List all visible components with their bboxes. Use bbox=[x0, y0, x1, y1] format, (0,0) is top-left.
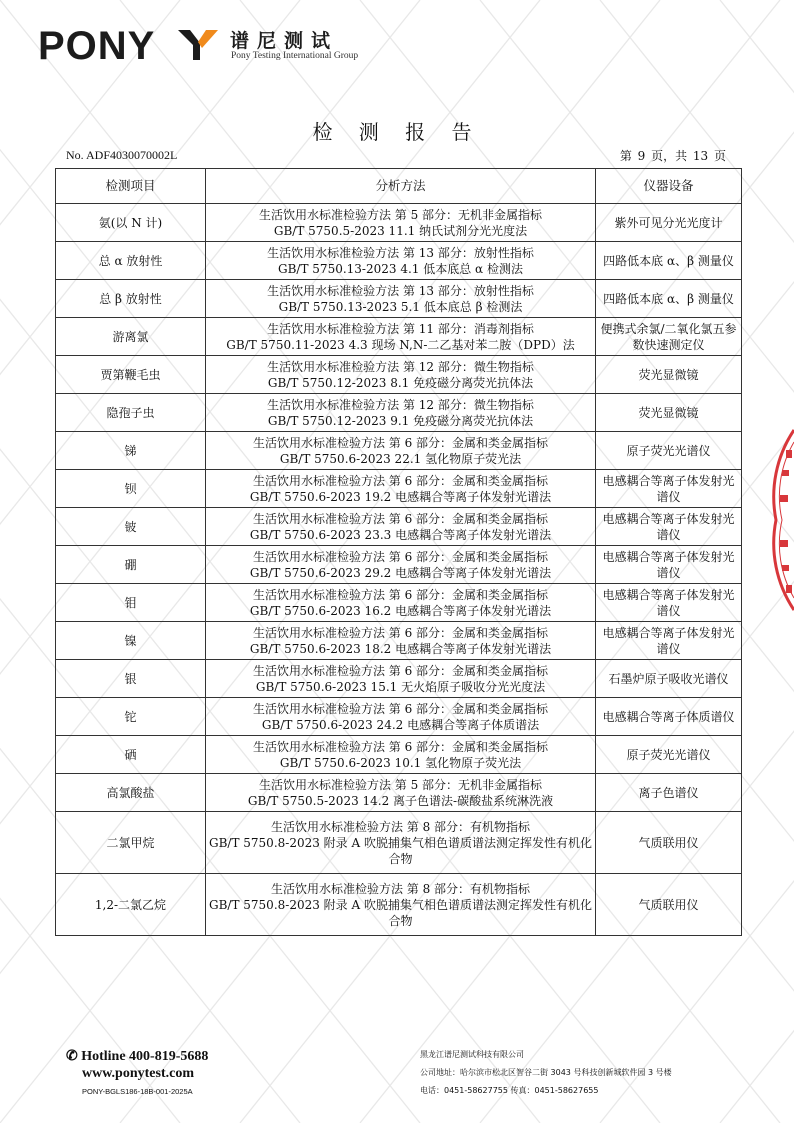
header-test-item: 检测项目 bbox=[56, 169, 206, 204]
method-line: 生活饮用水标准检验方法 第 6 部分：金属和类金属指标 bbox=[252, 663, 549, 678]
cell-equipment: 石墨炉原子吸收光谱仪 bbox=[596, 660, 742, 698]
table-row bbox=[56, 356, 742, 394]
cell-method bbox=[206, 812, 596, 874]
cell-equipment: 原子荧光光谱仪 bbox=[596, 432, 742, 470]
cell-test-item: 1,2-二氯乙烷 bbox=[56, 874, 206, 936]
cell-test-item: 钼 bbox=[56, 584, 206, 622]
cell-method bbox=[206, 470, 596, 508]
method-line: 生活饮用水标准检验方法 第 6 部分：金属和类金属指标 bbox=[252, 435, 549, 450]
table-row bbox=[56, 470, 742, 508]
table-row bbox=[56, 318, 742, 356]
method-line: 生活饮用水标准检验方法 第 8 部分：有机物指标 bbox=[270, 819, 531, 834]
method-line: GB/T 5750.6-2023 15.1 无火焰原子吸收分光光度法 bbox=[255, 679, 546, 694]
cell-equipment: 电感耦合等离子体发射光谱仪 bbox=[596, 622, 742, 660]
method-line: GB/T 5750.6-2023 24.2 电感耦合等离子体质谱法 bbox=[261, 717, 540, 732]
cell-test-item: 硒 bbox=[56, 736, 206, 774]
form-code: PONY-BGLS186-18B-001-2025A bbox=[82, 1087, 193, 1096]
cell-test-item: 总 β 放射性 bbox=[56, 280, 206, 318]
cell-method bbox=[206, 660, 596, 698]
method-line: 生活饮用水标准检验方法 第 6 部分：金属和类金属指标 bbox=[252, 549, 549, 564]
cell-equipment: 电感耦合等离子体质谱仪 bbox=[596, 698, 742, 736]
method-line: 生活饮用水标准检验方法 第 6 部分：金属和类金属指标 bbox=[252, 625, 549, 640]
table-row bbox=[56, 660, 742, 698]
cell-equipment: 气质联用仪 bbox=[596, 874, 742, 936]
cell-equipment: 离子色谱仪 bbox=[596, 774, 742, 812]
table-row bbox=[56, 622, 742, 660]
company-phones: 电话：0451-58627755 传真：0451-58627655 bbox=[420, 1086, 599, 1095]
method-line: 生活饮用水标准检验方法 第 13 部分：放射性指标 bbox=[267, 245, 534, 260]
method-line: GB/T 5750.5-2023 11.1 纳氏试剂分光光度法 bbox=[273, 223, 528, 238]
method-line: GB/T 5750.6-2023 16.2 电感耦合等离子体发射光谱法 bbox=[249, 603, 552, 618]
cell-method bbox=[206, 432, 596, 470]
method-line: GB/T 5750.6-2023 18.2 电感耦合等离子体发射光谱法 bbox=[249, 641, 552, 656]
method-line: 生活饮用水标准检验方法 第 12 部分：微生物指标 bbox=[267, 359, 534, 374]
cell-method bbox=[206, 204, 596, 242]
method-line: GB/T 5750.6-2023 19.2 电感耦合等离子体发射光谱法 bbox=[249, 489, 552, 504]
cell-test-item: 二氯甲烷 bbox=[56, 812, 206, 874]
cell-test-item: 铊 bbox=[56, 698, 206, 736]
method-line: GB/T 5750.11-2023 4.3 现场 N,N-二乙基对苯二胺（DPD）法 bbox=[226, 337, 575, 352]
cell-equipment: 荧光显微镜 bbox=[596, 394, 742, 432]
method-line: 生活饮用水标准检验方法 第 5 部分：无机非金属指标 bbox=[258, 777, 543, 792]
cell-method bbox=[206, 736, 596, 774]
method-line: GB/T 5750.12-2023 8.1 免疫磁分离荧光抗体法 bbox=[267, 375, 534, 390]
table-row bbox=[56, 280, 742, 318]
table-row bbox=[56, 698, 742, 736]
cell-test-item: 镍 bbox=[56, 622, 206, 660]
method-line: 生活饮用水标准检验方法 第 12 部分：微生物指标 bbox=[267, 397, 534, 412]
table-header-row bbox=[56, 169, 742, 204]
report-title: 检 测 报 告 bbox=[312, 120, 482, 144]
footer bbox=[0, 1040, 794, 1120]
red-seal-stamp bbox=[766, 420, 794, 620]
logo-y-mark-icon bbox=[178, 30, 218, 60]
cell-equipment: 紫外可见分光光度计 bbox=[596, 204, 742, 242]
cell-method bbox=[206, 622, 596, 660]
cell-method bbox=[206, 584, 596, 622]
page-indicator: 第 9 页，共 13 页 bbox=[619, 149, 726, 163]
cell-equipment: 气质联用仪 bbox=[596, 812, 742, 874]
cell-test-item: 高氯酸盐 bbox=[56, 774, 206, 812]
cell-equipment: 原子荧光光谱仪 bbox=[596, 736, 742, 774]
method-line: 生活饮用水标准检验方法 第 6 部分：金属和类金属指标 bbox=[252, 511, 549, 526]
table-row bbox=[56, 394, 742, 432]
cell-method bbox=[206, 394, 596, 432]
logo-english-name: Pony Testing International Group bbox=[231, 51, 359, 61]
method-line: GB/T 5750.12-2023 9.1 免疫磁分离荧光抗体法 bbox=[267, 413, 534, 428]
cell-test-item: 游离氯 bbox=[56, 318, 206, 356]
cell-method bbox=[206, 698, 596, 736]
cell-test-item: 贾第鞭毛虫 bbox=[56, 356, 206, 394]
cell-method bbox=[206, 280, 596, 318]
method-line: GB/T 5750.6-2023 22.1 氢化物原子荧光法 bbox=[279, 451, 522, 466]
table-row bbox=[56, 584, 742, 622]
cell-test-item: 锑 bbox=[56, 432, 206, 470]
cell-test-item: 总 α 放射性 bbox=[56, 242, 206, 280]
report-number: No. ADF4030070002L bbox=[66, 148, 178, 162]
method-line: GB/T 5750.8-2023 附录 A 吹脱捕集气相色谱质谱法测定挥发性有机化合物 bbox=[209, 835, 592, 866]
table-row bbox=[56, 508, 742, 546]
table-row bbox=[56, 874, 742, 936]
method-line: GB/T 5750.6-2023 10.1 氢化物原子荧光法 bbox=[279, 755, 522, 770]
cell-equipment: 四路低本底 α、β 测量仪 bbox=[596, 280, 742, 318]
method-line: 生活饮用水标准检验方法 第 6 部分：金属和类金属指标 bbox=[252, 739, 549, 754]
company-name: 黑龙江谱尼测试科技有限公司 bbox=[420, 1050, 524, 1059]
methods-table bbox=[55, 168, 742, 936]
logo-chinese-name: 谱尼测试 bbox=[230, 30, 339, 52]
hotline-text: ✆ Hotline 400-819-5688 bbox=[66, 1049, 209, 1064]
website-link[interactable]: www.ponytest.com bbox=[82, 1066, 194, 1081]
method-line: 生活饮用水标准检验方法 第 5 部分：无机非金属指标 bbox=[258, 207, 543, 222]
table-row bbox=[56, 242, 742, 280]
table-row bbox=[56, 736, 742, 774]
cell-method bbox=[206, 356, 596, 394]
cell-method bbox=[206, 242, 596, 280]
cell-equipment: 便携式余氯/二氧化氯五参数快速测定仪 bbox=[596, 318, 742, 356]
table-row bbox=[56, 432, 742, 470]
method-line: 生活饮用水标准检验方法 第 6 部分：金属和类金属指标 bbox=[252, 473, 549, 488]
cell-test-item: 钡 bbox=[56, 470, 206, 508]
method-line: GB/T 5750.13-2023 4.1 低本底总 α 检测法 bbox=[278, 261, 523, 276]
table-row bbox=[56, 204, 742, 242]
cell-test-item: 硼 bbox=[56, 546, 206, 584]
method-line: 生活饮用水标准检验方法 第 6 部分：金属和类金属指标 bbox=[252, 701, 549, 716]
cell-method bbox=[206, 774, 596, 812]
table-row bbox=[56, 812, 742, 874]
cell-method bbox=[206, 508, 596, 546]
cell-equipment: 荧光显微镜 bbox=[596, 356, 742, 394]
method-line: GB/T 5750.5-2023 14.2 离子色谱法-碳酸盐系统淋洗液 bbox=[247, 793, 554, 808]
cell-equipment: 电感耦合等离子体发射光谱仪 bbox=[596, 508, 742, 546]
method-line: 生活饮用水标准检验方法 第 6 部分：金属和类金属指标 bbox=[252, 587, 549, 602]
cell-test-item: 银 bbox=[56, 660, 206, 698]
cell-equipment: 电感耦合等离子体发射光谱仪 bbox=[596, 546, 742, 584]
cell-test-item: 氨(以 N 计) bbox=[56, 204, 206, 242]
method-line: 生活饮用水标准检验方法 第 8 部分：有机物指标 bbox=[270, 881, 531, 896]
table-row bbox=[56, 774, 742, 812]
company-address: 公司地址：哈尔滨市松北区智谷二街 3043 号科技创新城软件园 3 号楼 bbox=[420, 1068, 672, 1077]
method-line: 生活饮用水标准检验方法 第 11 部分：消毒剂指标 bbox=[267, 321, 534, 336]
method-line: GB/T 5750.6-2023 29.2 电感耦合等离子体发射光谱法 bbox=[249, 565, 552, 580]
cell-method bbox=[206, 874, 596, 936]
method-line: GB/T 5750.13-2023 5.1 低本底总 β 检测法 bbox=[278, 299, 523, 314]
cell-method bbox=[206, 318, 596, 356]
cell-equipment: 电感耦合等离子体发射光谱仪 bbox=[596, 584, 742, 622]
method-line: GB/T 5750.8-2023 附录 A 吹脱捕集气相色谱质谱法测定挥发性有机化合物 bbox=[209, 897, 592, 928]
cell-method bbox=[206, 546, 596, 584]
header-equipment: 仪器设备 bbox=[596, 169, 742, 204]
logo-wordmark: PONY bbox=[38, 24, 156, 68]
method-line: GB/T 5750.6-2023 23.3 电感耦合等离子体发射光谱法 bbox=[249, 527, 552, 542]
header-method: 分析方法 bbox=[206, 169, 596, 204]
cell-test-item: 隐孢子虫 bbox=[56, 394, 206, 432]
cell-equipment: 四路低本底 α、β 测量仪 bbox=[596, 242, 742, 280]
cell-equipment: 电感耦合等离子体发射光谱仪 bbox=[596, 470, 742, 508]
cell-test-item: 铍 bbox=[56, 508, 206, 546]
table-row bbox=[56, 546, 742, 584]
method-line: 生活饮用水标准检验方法 第 13 部分：放射性指标 bbox=[267, 283, 534, 298]
